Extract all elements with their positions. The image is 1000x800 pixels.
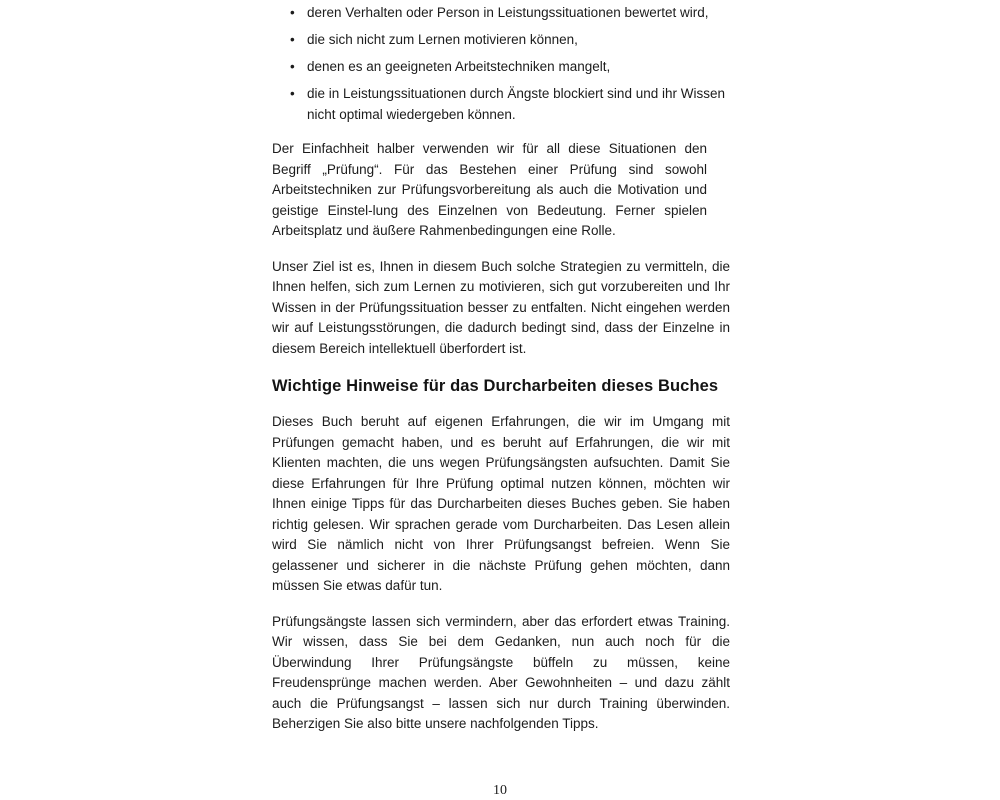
bullet-item	[272, 56, 730, 77]
paragraph: Der Einfachheit halber verwenden wir für all diese Situationen den Begriff „Prüfung“. Für das Bestehen einer Prüfung sind sowohl Arbeitstechniken zur Prüfungsvorbereitung als auch die Motivation und geistige Einstel-lung des Einzelnen von Bedeutung. Ferner spielen Arbeitsplatz und äußere Rahmenbedingungen eine Rolle.	[272, 141, 707, 238]
paragraph: Unser Ziel ist es, Ihnen in diesem Buch solche Strategien zu vermitteln, die Ihnen helfen, sich zum Lernen zu motivieren, sich gut vorzubereiten und Ihr Wissen in der Prüfungssituation besser zu entfalten. Nicht eingehen werden wir auf Leistungsstörungen, die dadurch bedingt sind, dass der Einzelne in diesem Bereich intellektuell überfordert ist.	[272, 258, 730, 356]
bullet-list	[272, 2, 730, 125]
bullet-text: denen es an geeigneten Arbeitstechniken mangelt,	[307, 59, 611, 74]
bullet-marker: •	[290, 5, 295, 20]
text-column	[272, 2, 730, 750]
bullet-text: die in Leistungssituationen durch Ängste blockiert sind und ihr Wissen nicht optimal wiedergeben können.	[307, 86, 725, 122]
bullet-item	[272, 2, 730, 23]
paragraph: Dieses Buch beruht auf eigenen Erfahrungen, die wir im Umgang mit Prüfungen gemacht haben, und es beruht auf Erfahrungen, die wir mit Klienten machten, die uns wegen Prüfungsängsten aufsuchten. Damit Sie diese Erfahrungen für Ihre Prüfung optimal nutzen können, möchten wir Ihnen einige Tipps für das Durcharbeiten dieses Buches geben. Sie haben richtig gelesen. Wir sprachen gerade vom Durcharbeiten. Das Lesen allein wird Sie nämlich nicht von Ihrer Prüfungsangst befreien. Wenn Sie gelassener und sicherer in die nächste Prüfung gehen möchten, dann müssen Sie etwas dafür tun.	[272, 414, 730, 593]
bullet-text: deren Verhalten oder Person in Leistungssituationen bewertet wird,	[307, 5, 709, 20]
bullet-marker: •	[290, 59, 295, 74]
bullet-item	[272, 83, 730, 125]
bullet-marker: •	[290, 32, 295, 47]
bullet-marker: •	[290, 86, 295, 101]
page-number: 10	[493, 783, 507, 798]
paragraph: Prüfungsängste lassen sich vermindern, aber das erfordert etwas Training. Wir wissen, dass Sie bei dem Gedanken, nun auch noch für die Überwindung Ihrer Prüfungsängste büffeln zu müssen, keine Freudensprünge machen werden. Aber Gewohnheiten – und dazu zählt auch die Prüfungsangst – lassen sich nur durch Training überwinden. Beherzigen Sie also bitte unsere nachfolgenden Tipps.	[272, 613, 730, 731]
bullet-item	[272, 29, 730, 50]
section-heading: Wichtige Hinweise für das Durcharbeiten dieses Buches	[272, 377, 719, 395]
bullet-text: die sich nicht zum Lernen motivieren können,	[307, 32, 578, 47]
